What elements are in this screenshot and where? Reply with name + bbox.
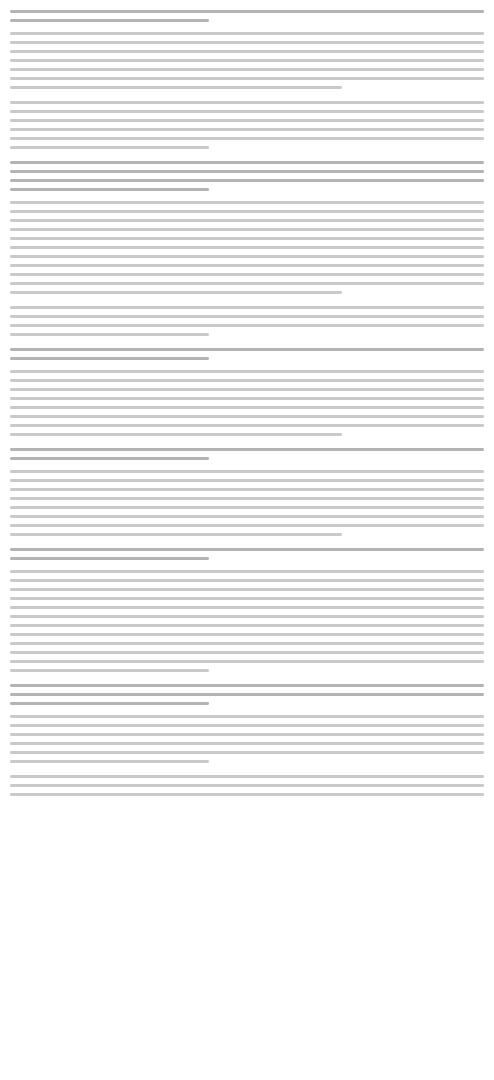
placeholder-line xyxy=(10,684,484,687)
placeholder-line xyxy=(10,615,484,618)
answer-block xyxy=(10,370,484,436)
placeholder-lines xyxy=(10,306,484,336)
placeholder-line xyxy=(10,379,484,382)
answer-block xyxy=(10,101,484,149)
placeholder-line xyxy=(10,479,484,482)
placeholder-line xyxy=(10,137,484,140)
placeholder-line xyxy=(10,751,484,754)
answer-block xyxy=(10,306,484,336)
placeholder-line xyxy=(10,50,484,53)
placeholder-line xyxy=(10,179,484,182)
placeholder-lines xyxy=(10,201,484,294)
placeholder-lines xyxy=(10,715,484,763)
placeholder-line xyxy=(10,448,484,451)
placeholder-line xyxy=(10,424,484,427)
placeholder-lines xyxy=(10,775,484,796)
placeholder-line xyxy=(10,255,484,258)
placeholder-line xyxy=(10,370,484,373)
placeholder-line xyxy=(10,19,209,22)
question-block xyxy=(10,10,484,22)
placeholder-line xyxy=(10,715,484,718)
placeholder-line xyxy=(10,273,484,276)
placeholder-line xyxy=(10,433,342,436)
placeholder-line xyxy=(10,775,484,778)
placeholder-line xyxy=(10,77,484,80)
placeholder-line xyxy=(10,624,484,627)
placeholder-lines xyxy=(10,32,484,89)
placeholder-line xyxy=(10,237,484,240)
placeholder-lines xyxy=(10,348,484,360)
question-block xyxy=(10,161,484,191)
placeholder-line xyxy=(10,119,484,122)
placeholder-line xyxy=(10,488,484,491)
placeholder-line xyxy=(10,282,484,285)
placeholder-line xyxy=(10,146,209,149)
placeholder-lines xyxy=(10,548,484,560)
placeholder-line xyxy=(10,101,484,104)
placeholder-line xyxy=(10,579,484,582)
placeholder-lines xyxy=(10,10,484,22)
placeholder-line xyxy=(10,742,484,745)
placeholder-line xyxy=(10,702,209,705)
placeholder-lines xyxy=(10,684,484,705)
placeholder-line xyxy=(10,588,484,591)
placeholder-line xyxy=(10,693,484,696)
placeholder-line xyxy=(10,41,484,44)
placeholder-line xyxy=(10,291,342,294)
placeholder-line xyxy=(10,68,484,71)
placeholder-line xyxy=(10,733,484,736)
placeholder-line xyxy=(10,315,484,318)
placeholder-lines xyxy=(10,448,484,460)
placeholder-line xyxy=(10,86,342,89)
placeholder-line xyxy=(10,10,484,13)
placeholder-line xyxy=(10,570,484,573)
question-block xyxy=(10,548,484,560)
placeholder-line xyxy=(10,201,484,204)
placeholder-line xyxy=(10,515,484,518)
placeholder-lines xyxy=(10,470,484,536)
placeholder-line xyxy=(10,524,484,527)
answer-block xyxy=(10,775,484,796)
placeholder-line xyxy=(10,760,209,763)
question-block xyxy=(10,448,484,460)
placeholder-line xyxy=(10,59,484,62)
placeholder-line xyxy=(10,470,484,473)
question-block xyxy=(10,348,484,360)
placeholder-lines xyxy=(10,570,484,672)
answer-block xyxy=(10,570,484,672)
placeholder-line xyxy=(10,246,484,249)
placeholder-line xyxy=(10,306,484,309)
placeholder-line xyxy=(10,264,484,267)
placeholder-line xyxy=(10,784,484,787)
placeholder-line xyxy=(10,669,209,672)
placeholder-line xyxy=(10,457,209,460)
placeholder-line xyxy=(10,333,209,336)
question-block xyxy=(10,684,484,705)
answer-block xyxy=(10,470,484,536)
placeholder-line xyxy=(10,170,484,173)
placeholder-line xyxy=(10,597,484,600)
placeholder-line xyxy=(10,32,484,35)
placeholder-line xyxy=(10,606,484,609)
placeholder-line xyxy=(10,557,209,560)
placeholder-line xyxy=(10,188,209,191)
placeholder-line xyxy=(10,660,484,663)
placeholder-line xyxy=(10,110,484,113)
placeholder-lines xyxy=(10,161,484,191)
placeholder-line xyxy=(10,219,484,222)
placeholder-line xyxy=(10,724,484,727)
placeholder-line xyxy=(10,793,484,796)
placeholder-line xyxy=(10,324,484,327)
placeholder-line xyxy=(10,642,484,645)
placeholder-lines xyxy=(10,370,484,436)
placeholder-line xyxy=(10,415,484,418)
placeholder-line xyxy=(10,506,484,509)
placeholder-line xyxy=(10,210,484,213)
placeholder-line xyxy=(10,406,484,409)
placeholder-line xyxy=(10,397,484,400)
answer-block xyxy=(10,32,484,89)
placeholder-line xyxy=(10,548,484,551)
placeholder-line xyxy=(10,161,484,164)
placeholder-lines xyxy=(10,101,484,149)
placeholder-line xyxy=(10,633,484,636)
placeholder-line xyxy=(10,357,209,360)
answer-block xyxy=(10,201,484,294)
placeholder-line xyxy=(10,533,342,536)
placeholder-line xyxy=(10,497,484,500)
placeholder-line xyxy=(10,388,484,391)
placeholder-line xyxy=(10,651,484,654)
placeholder-line xyxy=(10,348,484,351)
answer-block xyxy=(10,715,484,763)
placeholder-line xyxy=(10,228,484,231)
placeholder-line xyxy=(10,128,484,131)
